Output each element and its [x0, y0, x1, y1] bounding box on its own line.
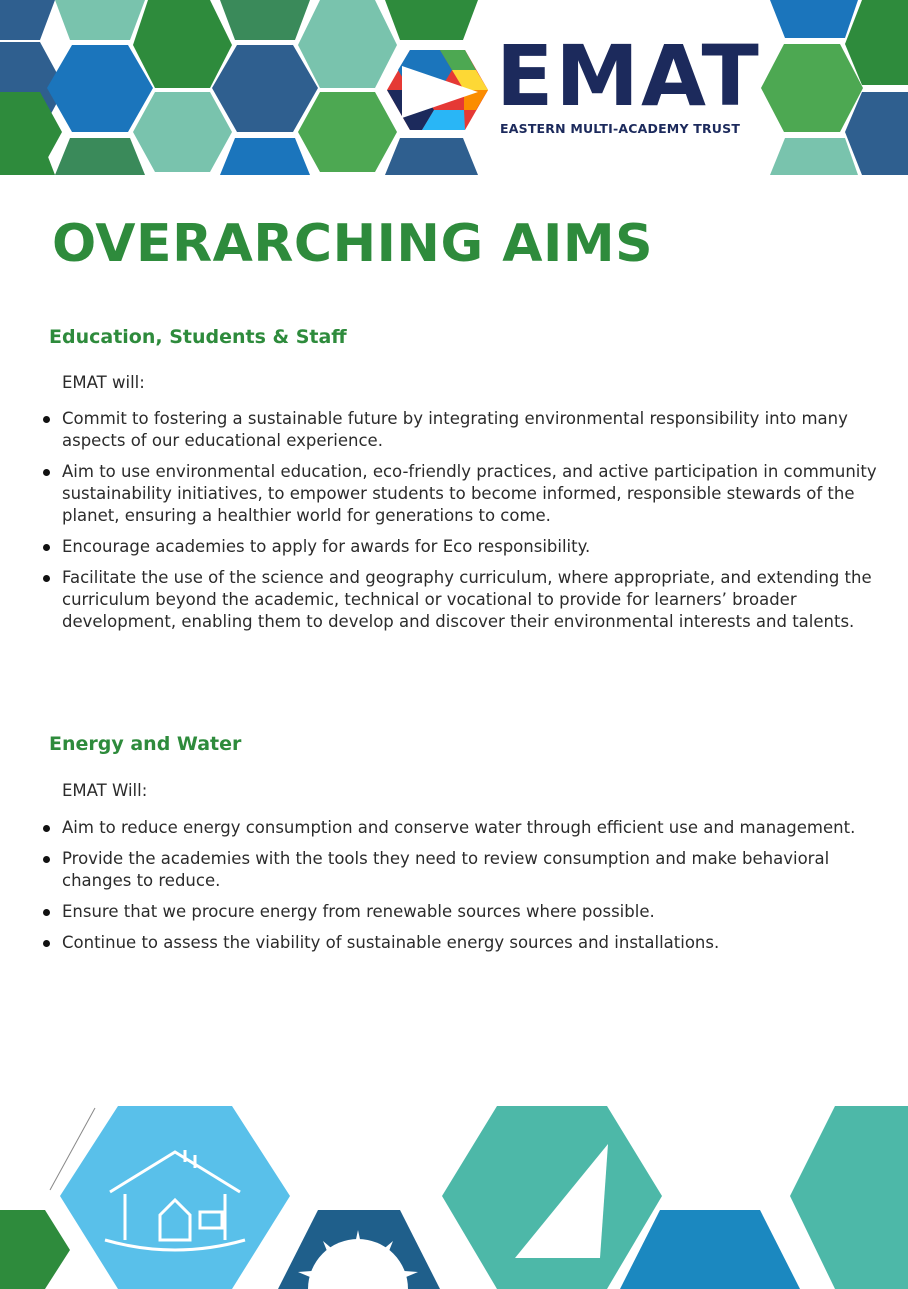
list-item-text: Aim to reduce energy consumption and conserve water through efficient use and management. [62, 818, 856, 837]
bullet-icon [43, 909, 50, 916]
aims-list-energy [0, 817, 908, 963]
list-item-text: Continue to assess the viability of sustainable energy sources and installations. [62, 933, 720, 952]
list-item-text: Facilitate the use of the science and geography curriculum, where appropriate, and extending the curriculum beyond the academic, technical or vocational to provide for learners’ broader development, enabling them to develop and discover their environmental interests and talents. [62, 568, 872, 631]
list-item [0, 901, 877, 923]
hexagon-pattern-header [0, 0, 908, 175]
section-heading-energy: Energy and Water [49, 733, 242, 755]
section-heading-education: Education, Students & Staff [49, 326, 347, 348]
section-intro-energy: EMAT Will: [62, 781, 148, 800]
bullet-icon [43, 469, 50, 476]
list-item [0, 536, 877, 558]
list-item [0, 408, 877, 452]
bullet-icon [43, 856, 50, 863]
list-item [0, 567, 877, 633]
aims-list-education [0, 408, 908, 642]
bullet-icon [43, 544, 50, 551]
list-item-text: Commit to fostering a sustainable future by integrating environmental responsibility into many aspects of our educational experience. [62, 409, 848, 450]
emat-logo-wordmark: EMAT [496, 27, 761, 125]
hexagon-pattern-footer [0, 1100, 908, 1289]
header-banner [0, 0, 908, 175]
bullet-icon [43, 825, 50, 832]
list-item-text: Provide the academies with the tools they need to review consumption and make behavioral changes to reduce. [62, 849, 830, 890]
list-item [0, 817, 877, 839]
list-item [0, 848, 877, 892]
bullet-icon [43, 940, 50, 947]
bullet-icon [43, 575, 50, 582]
list-item [0, 932, 877, 954]
list-item-text: Ensure that we procure energy from renewable sources where possible. [62, 902, 655, 921]
list-item-text: Aim to use environmental education, eco-friendly practices, and active participation in community sustainability initiatives, to empower students to become informed, responsible stewards of the planet, ensuring a healthier world for generations to come. [62, 462, 877, 525]
list-item-text: Encourage academies to apply for awards for Eco responsibility. [62, 537, 591, 556]
emat-logo-tagline: EASTERN MULTI-ACADEMY TRUST [500, 121, 741, 136]
bullet-icon [43, 416, 50, 423]
list-item [0, 461, 877, 527]
section-intro-education: EMAT will: [62, 373, 145, 392]
page-title: OVERARCHING AIMS [52, 214, 654, 274]
footer-banner [0, 1100, 908, 1289]
